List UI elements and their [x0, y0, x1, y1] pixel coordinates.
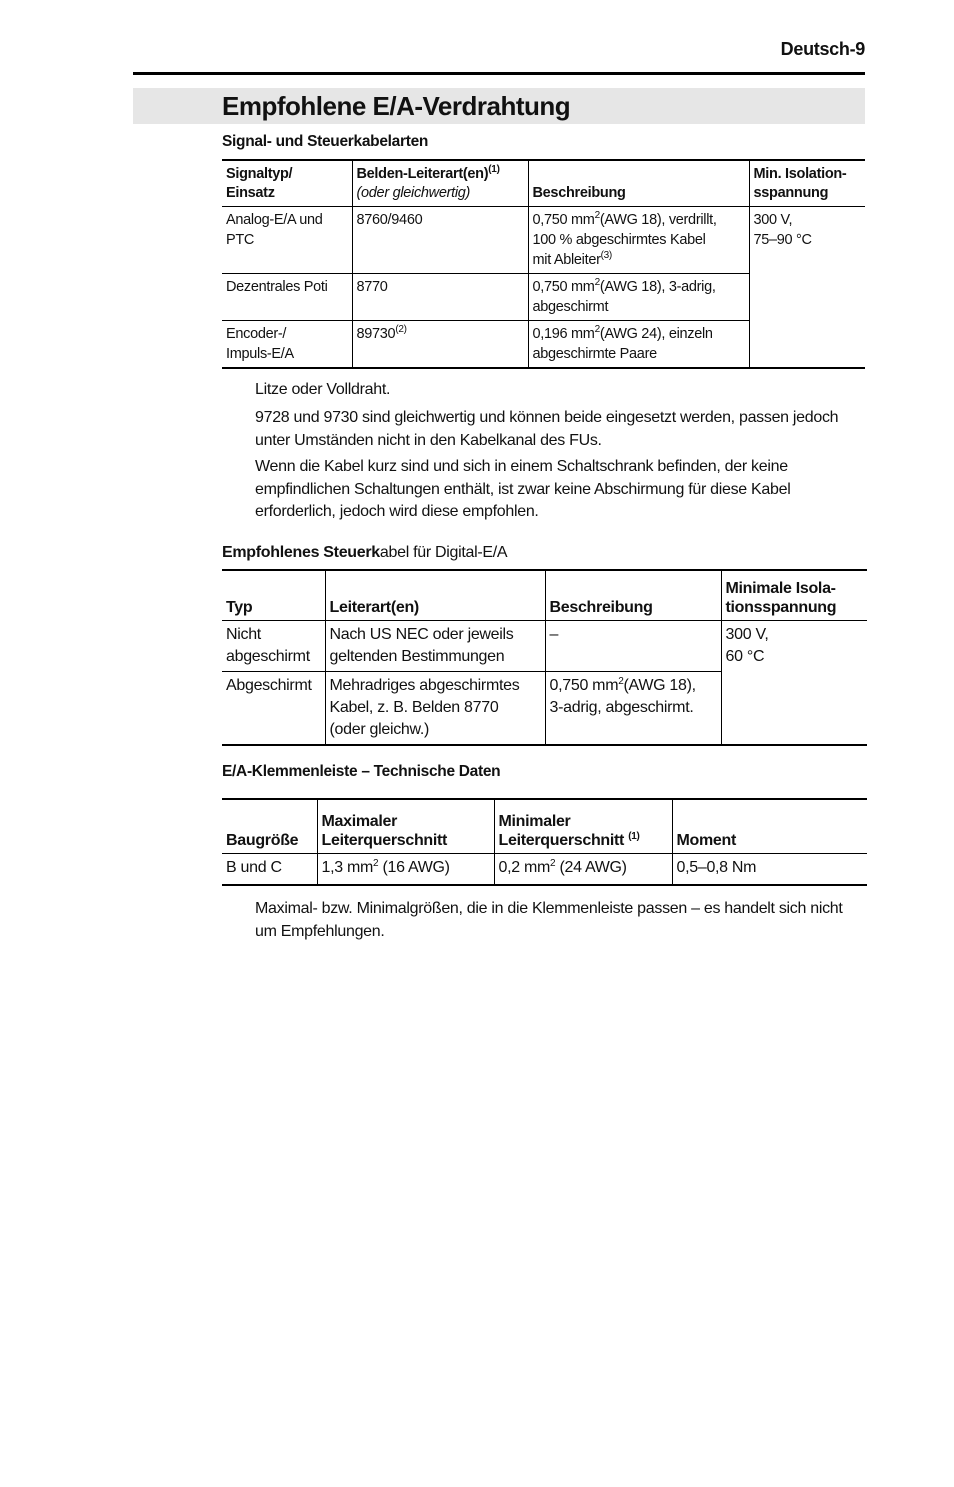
cell-max-wire: 1,3 $mm^2$ (16 AWG) [317, 854, 494, 886]
col-header-torque: Moment [672, 799, 867, 854]
cell-belden: 8760/9460 [352, 207, 528, 274]
col-header-description: Beschreibung [545, 570, 721, 621]
cell-min-isolation: 300 V, 75–90 °C [749, 207, 865, 369]
table-header-row [222, 570, 867, 621]
table-row [222, 207, 865, 274]
signal-cable-caption-text: Signal- und Steuerkabelarten [222, 133, 429, 150]
cell-min-wire: 0,2 $mm^2$ (24 AWG) [494, 854, 672, 886]
table-header-row [222, 160, 865, 207]
col-header-min-isolation: Min. Isolation- sspannung [749, 160, 865, 207]
page-number: Deutsch-9 [780, 39, 865, 59]
col-header-signal-type: Signaltyp/ Einsatz [222, 160, 352, 207]
footnote-ref: (2) [395, 324, 407, 335]
cell-frame-size: B und C [226, 859, 282, 876]
signal-cable-caption [222, 133, 428, 151]
cell-min-isolation: 300 V, 60 °C [721, 621, 867, 746]
table-header-row [222, 799, 867, 854]
cell-type: Abgeschirmt [222, 672, 325, 746]
cell-description: – [545, 621, 721, 672]
footnote-1: Litze oder Volldraht. [255, 381, 391, 398]
cell-type: Nicht abgeschirmt [222, 621, 325, 672]
signal-cable-table [222, 159, 865, 369]
cell-description: 0,196 $mm^2(AWG$ 24), einzeln abgeschirmte Paare [528, 321, 749, 369]
cell-belden: 89730$^{(2)}$ [352, 321, 528, 369]
col-header-frame-size: Baugröße [222, 799, 317, 854]
footnote-2: 9728 und 9730 sind gleichwertig und können beide eingesetzt werden, passen jedoch unter Umständen nicht in den Kabelkanal des FUs. [255, 409, 839, 449]
cell-signal-type: Dezentrales Poti [222, 274, 352, 321]
cell-signal-type: Encoder-/ Impuls-E/A [222, 321, 352, 369]
terminal-block-caption: E/A-Klemmenleiste – Technische Daten [222, 763, 501, 780]
col-header-type: Typ [222, 570, 325, 621]
digital-cable-table [222, 569, 867, 746]
cell-wire-types: Nach US NEC oder jeweils geltenden Bestimmungen [325, 621, 545, 672]
page-title: Empfohlene E/A-Verdrahtung [222, 91, 571, 121]
table-row [222, 621, 867, 672]
footnote-ref: (1) [628, 831, 640, 842]
digital-cable-caption: Empfohlenes Steuerkabel für Digital-E/A [222, 544, 508, 561]
cell-belden: 8770 [352, 274, 528, 321]
col-header-min-isolation: Minimale Isola- tionsspannung [721, 570, 867, 621]
terminal-footnote: Maximal- bzw. Minimalgrößen, die in die Klemmenleiste passen – es handelt sich nicht um Empfehlungen. [255, 900, 843, 940]
cell-wire-types: Mehradriges abgeschirmtes Kabel, z. B. Belden 8770 (oder gleichw.) [325, 672, 545, 746]
cell-description: 0,750 $mm^2(AWG$ 18), 3-adrig, abgeschirmt [528, 274, 749, 321]
table-row [222, 854, 867, 886]
cell-signal-type: Analog-E/A und PTC [222, 207, 352, 274]
col-header-min-wire: Minimaler Leiterquerschnitt $^{(1)}$ [494, 799, 672, 854]
cell-torque: 0,5–0,8 Nm [672, 854, 867, 886]
header-rule [133, 72, 865, 75]
col-header-description: Beschreibung [528, 160, 749, 207]
terminal-block-table [222, 798, 867, 886]
footnote-ref: (3) [600, 250, 612, 261]
footnote-3: Wenn die Kabel kurz sind und sich in einem Schaltschrank befinden, der keine empfindlichen Schaltungen enthält, ist zwar keine Abschirmung für diese Kabel erforderlich, jedoch wird diese empfohlen. [255, 458, 791, 520]
footnote-ref: (1) [488, 164, 500, 175]
col-header-belden: Belden-Leiterart(en)$^{(1)}$ (oder gleichwertig) [352, 160, 528, 207]
cell-description: 0,750 $mm^2(AWG$ 18), verdrillt, 100 % abgeschirmtes Kabel mit Ableiter$^{(3)}$ [528, 207, 749, 274]
col-header-max-wire: Maximaler Leiterquerschnitt [317, 799, 494, 854]
col-header-wire-types: Leiterart(en) [325, 570, 545, 621]
cell-description: 0,750 $mm^2(AWG$ 18), 3-adrig, abgeschirmt. [545, 672, 721, 746]
